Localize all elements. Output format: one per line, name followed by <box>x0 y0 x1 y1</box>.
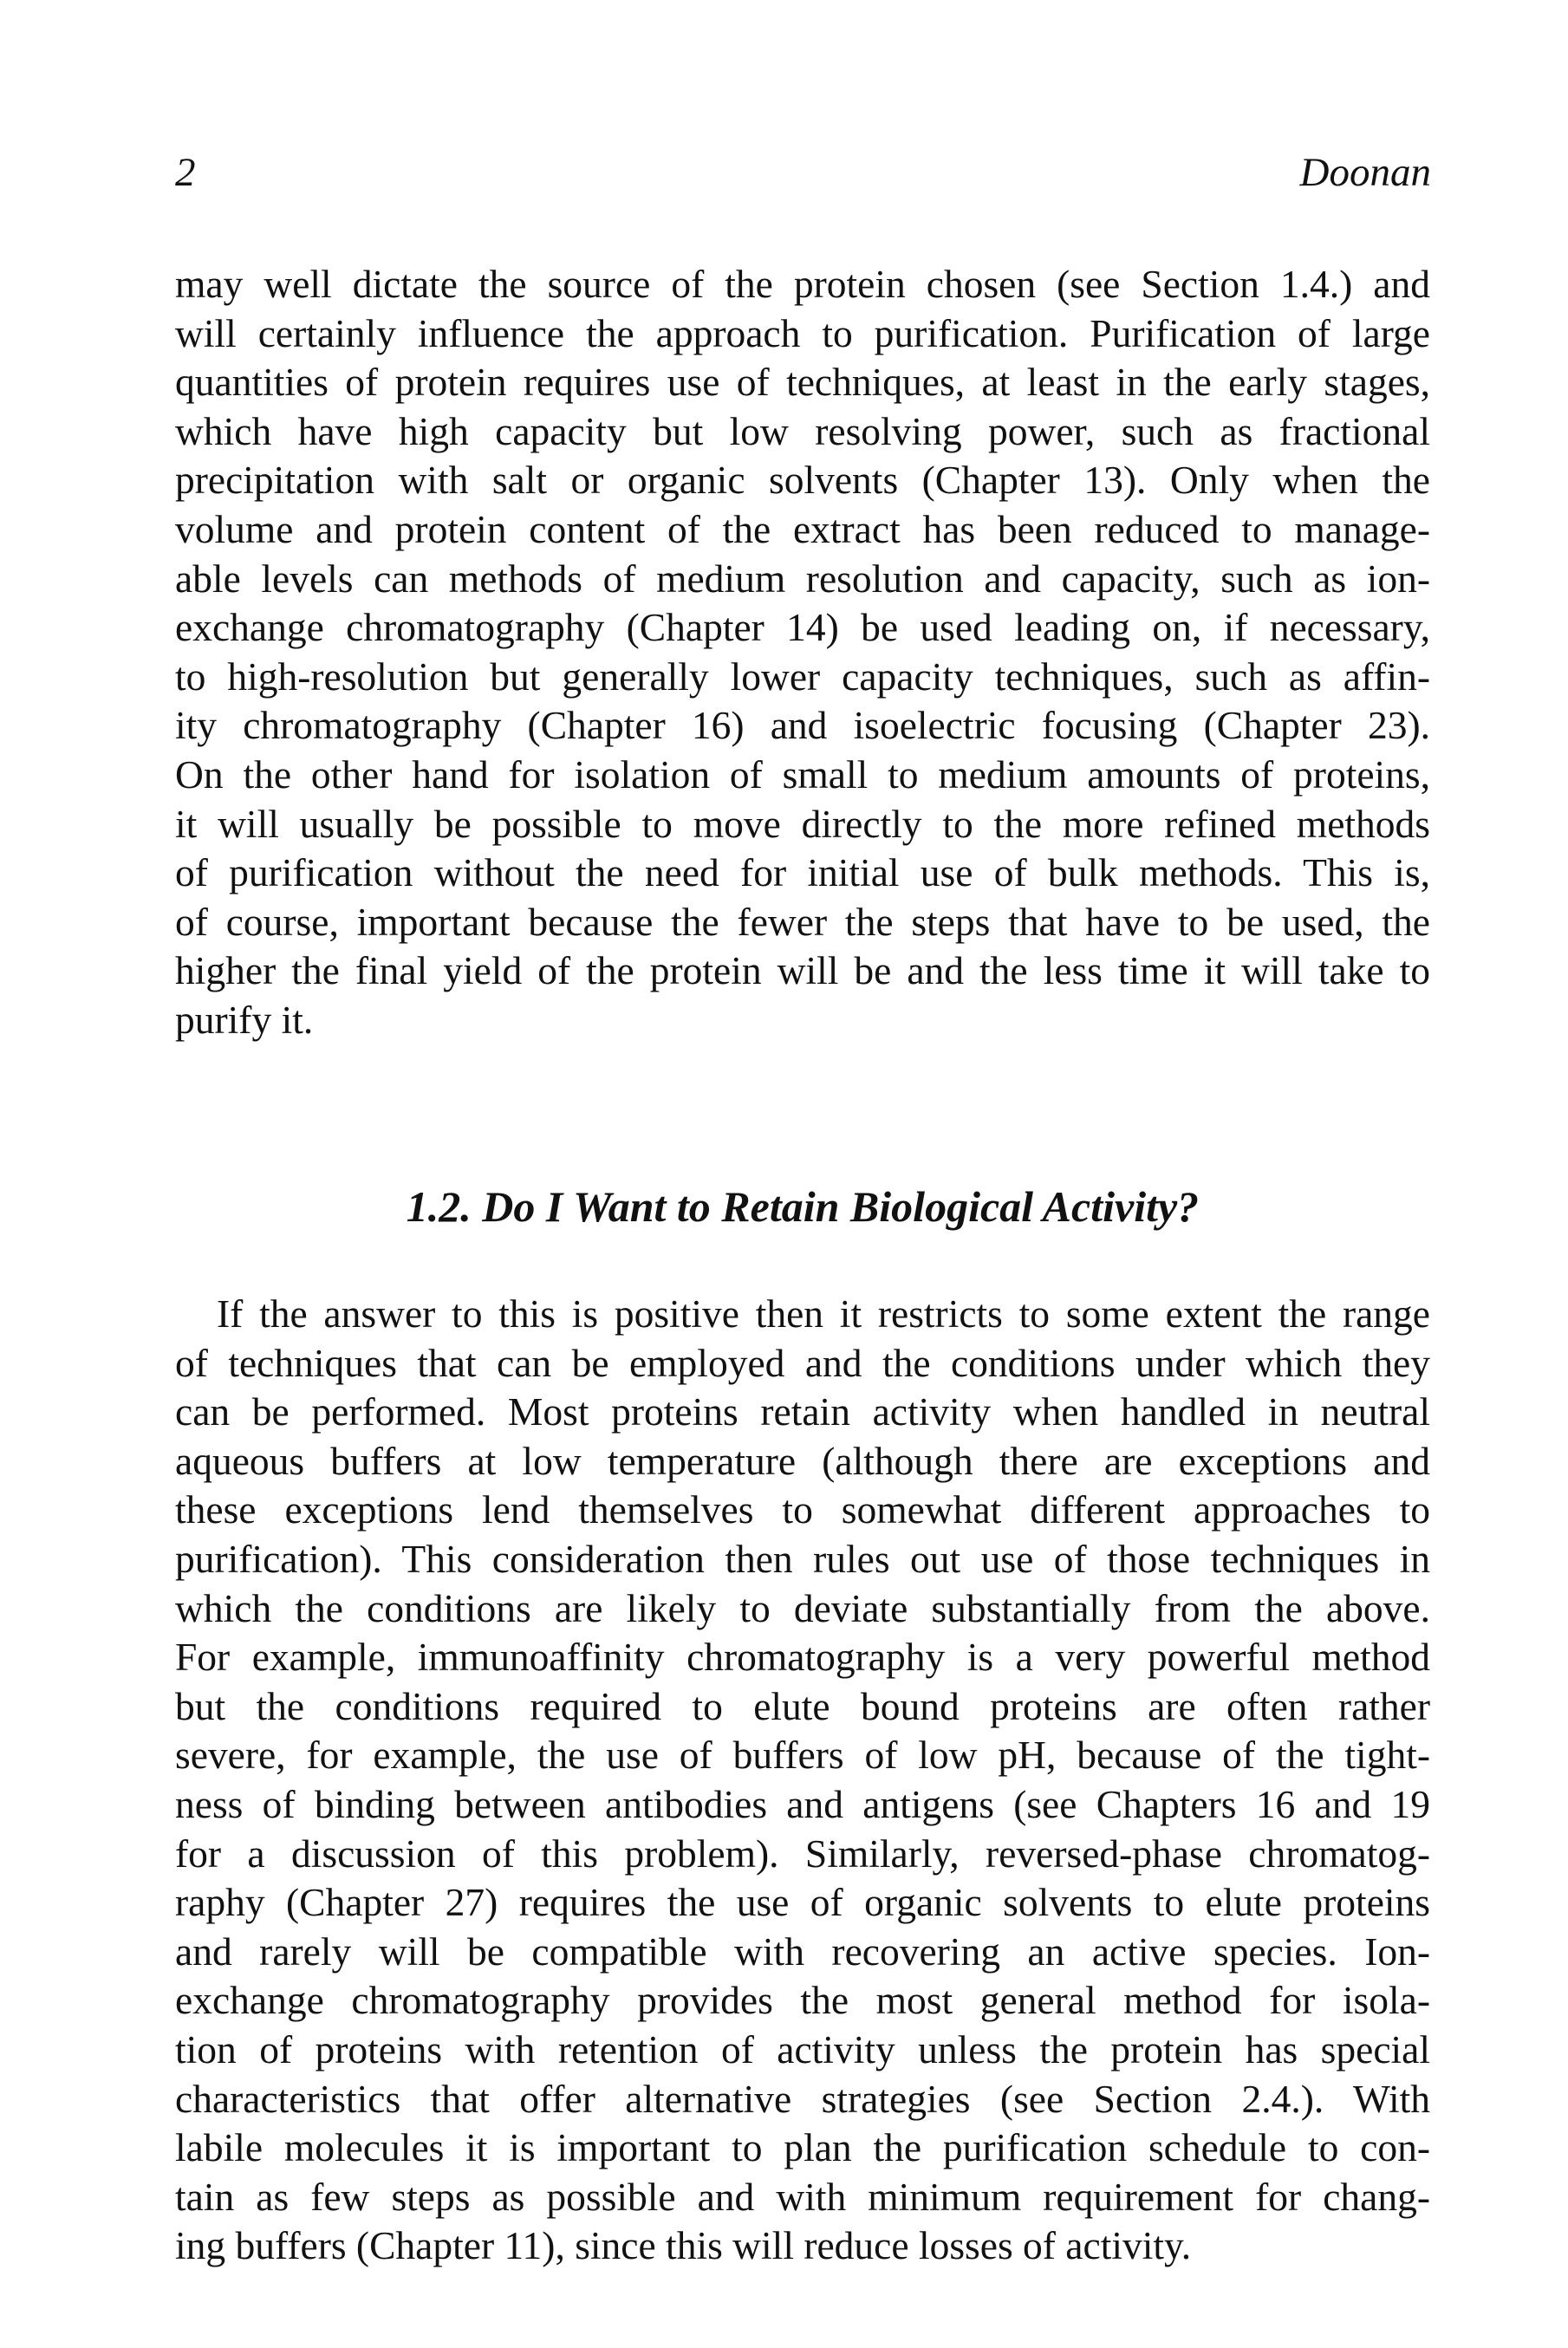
text-line: purification). This consideration then rules out use of those techniques in <box>175 1536 1430 1581</box>
text-line: of purification without the need for initial use of bulk methods. This is, <box>175 850 1430 895</box>
text-line: can be performed. Most proteins retain activity when handled in neutral <box>175 1389 1430 1434</box>
running-head: Doonan <box>1299 150 1431 195</box>
page-number: 2 <box>175 150 196 195</box>
paragraph <box>175 1290 1430 2271</box>
text-line: precipitation with salt or organic solvents (Chapter 13). Only when the <box>175 458 1430 503</box>
text-line: For example, immunoaffinity chromatography is a very powerful method <box>175 1635 1430 1680</box>
text-line: and rarely will be compatible with recovering an active species. Ion- <box>175 1928 1430 1974</box>
text-line: ness of binding between antibodies and antigens (see Chapters 16 and 19 <box>175 1781 1430 1826</box>
text-line: purify it. <box>175 997 314 1042</box>
text-line: ing buffers (Chapter 11), since this will reduce losses of activity. <box>175 2223 1192 2268</box>
text-line: able levels can methods of medium resolution and capacity, such as ion- <box>175 556 1430 601</box>
text-line: will certainly influence the approach to purification. Purification of large <box>175 310 1430 355</box>
text-line: for a discussion of this problem). Similarly, reversed-phase chromatog- <box>175 1831 1430 1876</box>
text-line: to high-resolution but generally lower capacity techniques, such as affin- <box>175 654 1430 699</box>
text-line: which have high capacity but low resolving power, such as fractional <box>175 408 1430 453</box>
text-line: it will usually be possible to move directly to the more refined methods <box>175 801 1430 846</box>
paragraph-continued <box>175 260 1430 1045</box>
text-line: but the conditions required to elute bound proteins are often rather <box>175 1683 1430 1728</box>
text-line: aqueous buffers at low temperature (although there are exceptions and <box>175 1438 1430 1483</box>
text-line: If the answer to this is positive then it restricts to some extent the range <box>217 1291 1430 1336</box>
text-line: characteristics that offer alternative strategies (see Section 2.4.). With <box>175 2076 1430 2121</box>
text-line: exchange chromatography (Chapter 14) be used leading on, if necessary, <box>175 605 1430 650</box>
text-line: raphy (Chapter 27) requires the use of organic solvents to elute proteins <box>175 1880 1430 1925</box>
text-line: ity chromatography (Chapter 16) and isoelectric focusing (Chapter 23). <box>175 703 1430 748</box>
text-line: quantities of protein requires use of techniques, at least in the early stages, <box>175 360 1430 405</box>
text-line: higher the final yield of the protein will be and the less time it will take to <box>175 948 1430 993</box>
section-heading: 1.2. Do I Want to Retain Biological Activity? <box>406 1182 1200 1231</box>
text-line: may well dictate the source of the protein chosen (see Section 1.4.) and <box>175 262 1430 306</box>
text-line: exchange chromatography provides the most general method for isola- <box>175 1978 1430 2023</box>
text-line: volume and protein content of the extract has been reduced to manage- <box>175 506 1430 551</box>
text-line: tain as few steps as possible and with minimum requirement for chang- <box>175 2174 1430 2219</box>
text-line: tion of proteins with retention of activity unless the protein has special <box>175 2026 1430 2072</box>
text-line: severe, for example, the use of buffers of low pH, because of the tight- <box>175 1733 1430 1778</box>
text-line: which the conditions are likely to deviate substantially from the above. <box>175 1585 1430 1630</box>
text-line: labile molecules it is important to plan the purification schedule to con- <box>175 2125 1430 2170</box>
text-line: of techniques that can be employed and the conditions under which they <box>175 1340 1430 1385</box>
text-line: On the other hand for isolation of small to medium amounts of proteins, <box>175 751 1430 797</box>
text-line: these exceptions lend themselves to somewhat different approaches to <box>175 1487 1430 1532</box>
text-line: of course, important because the fewer the steps that have to be used, the <box>175 899 1430 944</box>
